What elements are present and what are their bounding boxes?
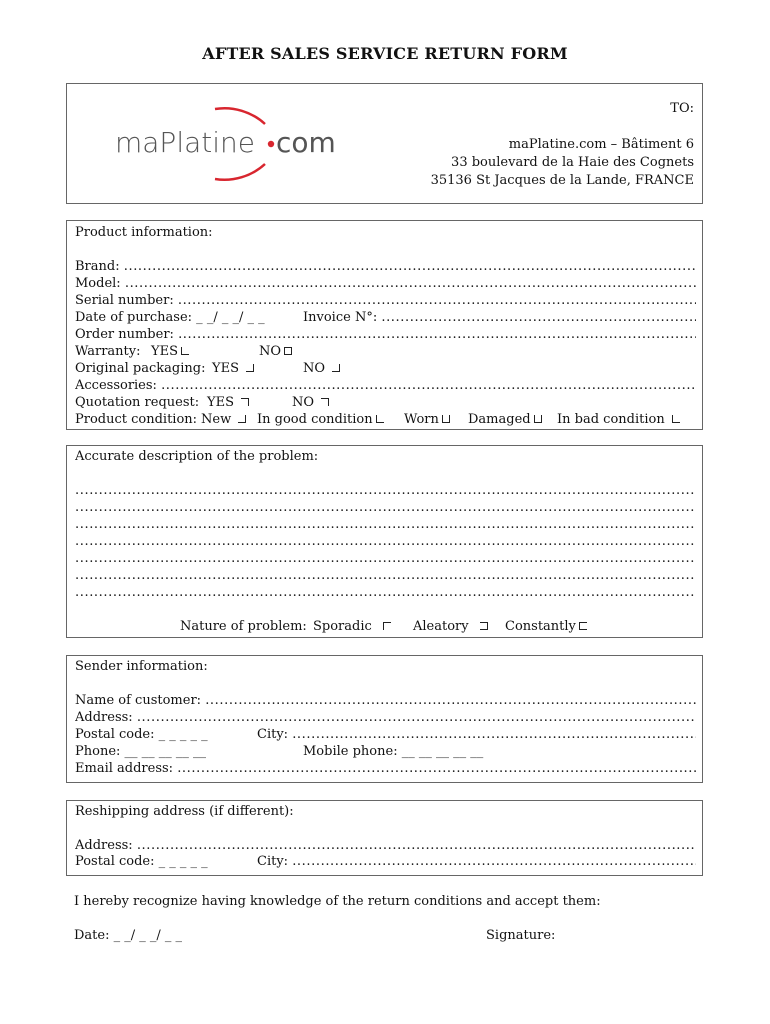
invoice-field[interactable] bbox=[303, 309, 696, 326]
problem-line-4[interactable] bbox=[75, 533, 696, 550]
condition-good-checkbox[interactable] bbox=[376, 415, 384, 423]
sender-heading: Sender information: bbox=[75, 659, 208, 674]
model-field[interactable] bbox=[75, 275, 696, 292]
packaging-label: Original packaging: bbox=[75, 361, 206, 376]
reship-address-field[interactable] bbox=[75, 837, 696, 854]
order-label: Order number: bbox=[75, 327, 174, 342]
problem-line-5[interactable] bbox=[75, 550, 696, 567]
acceptance-statement: I hereby recognize having knowledge of the return conditions and accept them: bbox=[74, 894, 601, 909]
condition-good-label: In good condition bbox=[257, 412, 373, 427]
order-field[interactable] bbox=[75, 326, 696, 343]
nature-sporadic[interactable] bbox=[313, 618, 391, 635]
logo-text: maPlatine bbox=[115, 126, 255, 159]
quotation-yes-label: YES bbox=[207, 395, 234, 410]
condition-bad[interactable] bbox=[557, 411, 680, 428]
reship-heading: Reshipping address (if different): bbox=[75, 804, 294, 819]
maplatine-logo bbox=[115, 104, 345, 184]
condition-bad-checkbox[interactable] bbox=[672, 415, 680, 423]
quotation-label: Quotation request: bbox=[75, 395, 200, 410]
problem-line-3[interactable] bbox=[75, 516, 696, 533]
product-info-box bbox=[66, 220, 703, 430]
reship-city-label: City: bbox=[257, 854, 289, 869]
condition-worn-label: Worn bbox=[404, 412, 439, 427]
reship-city-field[interactable] bbox=[257, 853, 696, 870]
problem-line-7[interactable] bbox=[75, 584, 696, 601]
nature-aleatory[interactable] bbox=[413, 618, 488, 635]
quotation-no[interactable] bbox=[292, 394, 329, 411]
condition-damaged[interactable] bbox=[468, 411, 542, 428]
email-field[interactable] bbox=[75, 760, 696, 777]
reship-box bbox=[66, 800, 703, 876]
condition-bad-label: In bad condition bbox=[557, 412, 665, 427]
brand-label: Brand: bbox=[75, 259, 120, 274]
warranty-yes-checkbox[interactable] bbox=[181, 347, 189, 355]
address-line-2: 33 boulevard de la Haie des Cognets bbox=[451, 155, 694, 170]
model-label: Model: bbox=[75, 276, 121, 291]
accessories-label: Accessories: bbox=[75, 378, 157, 393]
condition-worn[interactable] bbox=[404, 411, 450, 428]
address-line-3: 35136 St Jacques de la Lande, FRANCE bbox=[430, 173, 694, 188]
reship-address-label: Address: bbox=[75, 838, 133, 853]
warranty-no[interactable] bbox=[259, 343, 292, 360]
condition-good[interactable] bbox=[257, 411, 384, 428]
serial-field[interactable] bbox=[75, 292, 696, 309]
warranty-yes-label: YES bbox=[151, 344, 178, 359]
problem-heading: Accurate description of the problem: bbox=[75, 449, 319, 464]
quotation-no-checkbox[interactable] bbox=[321, 398, 329, 406]
invoice-label: Invoice N°: bbox=[303, 310, 378, 325]
packaging-yes[interactable] bbox=[212, 360, 254, 377]
condition-new-checkbox[interactable] bbox=[238, 415, 246, 423]
to-label: TO: bbox=[670, 101, 694, 116]
purchase-date-field[interactable]: Date of purchase: _ _/ _ _/ _ _ bbox=[75, 310, 265, 325]
warranty-no-checkbox[interactable] bbox=[284, 347, 292, 355]
email-label: Email address: bbox=[75, 761, 174, 776]
form-title: AFTER SALES SERVICE RETURN FORM bbox=[202, 44, 568, 63]
aleatory-label: Aleatory bbox=[413, 619, 469, 634]
constantly-label: Constantly bbox=[505, 619, 576, 634]
problem-box bbox=[66, 445, 703, 638]
condition-new[interactable] bbox=[201, 411, 246, 428]
packaging-yes-checkbox[interactable] bbox=[246, 364, 254, 372]
customer-name-field[interactable] bbox=[75, 692, 696, 709]
sender-city-label: City: bbox=[257, 727, 289, 742]
quotation-yes[interactable] bbox=[207, 394, 249, 411]
problem-line-6[interactable] bbox=[75, 567, 696, 584]
sporadic-checkbox[interactable] bbox=[383, 622, 391, 630]
sender-address-label: Address: bbox=[75, 710, 133, 725]
logo-dot-icon bbox=[268, 141, 274, 147]
serial-label: Serial number: bbox=[75, 293, 174, 308]
condition-worn-checkbox[interactable] bbox=[442, 415, 450, 423]
reship-postal-field[interactable]: Postal code: _ _ _ _ _ bbox=[75, 854, 208, 869]
accessories-field[interactable] bbox=[75, 377, 696, 394]
address-line-1: maPlatine.com – Bâtiment 6 bbox=[508, 137, 694, 152]
sender-address-field[interactable] bbox=[75, 709, 696, 726]
packaging-no[interactable] bbox=[303, 360, 340, 377]
brand-field[interactable] bbox=[75, 258, 696, 275]
logo-suffix: com bbox=[276, 126, 336, 159]
constantly-checkbox[interactable] bbox=[579, 622, 587, 630]
condition-damaged-checkbox[interactable] bbox=[534, 415, 542, 423]
header-box bbox=[66, 83, 703, 204]
quotation-yes-checkbox[interactable] bbox=[241, 398, 249, 406]
sender-box bbox=[66, 655, 703, 783]
condition-damaged-label: Damaged bbox=[468, 412, 531, 427]
phone-field[interactable]: Phone: __ __ __ __ __ bbox=[75, 744, 207, 759]
warranty-label: Warranty: bbox=[75, 344, 141, 359]
product-heading: Product information: bbox=[75, 225, 213, 240]
customer-name-label: Name of customer: bbox=[75, 693, 202, 708]
sender-city-field[interactable] bbox=[257, 726, 696, 743]
aleatory-checkbox[interactable] bbox=[480, 622, 488, 630]
problem-line-1[interactable] bbox=[75, 482, 696, 499]
condition-label: Product condition: bbox=[75, 412, 198, 427]
packaging-yes-label: YES bbox=[212, 361, 239, 376]
mobile-field[interactable]: Mobile phone: __ __ __ __ __ bbox=[303, 744, 484, 759]
nature-label: Nature of problem: bbox=[180, 619, 307, 634]
signature-field[interactable]: Signature: bbox=[486, 928, 556, 943]
packaging-no-label: NO bbox=[303, 361, 326, 376]
quotation-no-label: NO bbox=[292, 395, 315, 410]
warranty-yes[interactable] bbox=[151, 343, 189, 360]
date-field[interactable]: Date: _ _/ _ _/ _ _ bbox=[74, 928, 183, 943]
condition-new-label: New bbox=[201, 412, 232, 427]
packaging-no-checkbox[interactable] bbox=[332, 364, 340, 372]
sender-postal-field[interactable]: Postal code: _ _ _ _ _ bbox=[75, 727, 208, 742]
sporadic-label: Sporadic bbox=[313, 619, 372, 634]
problem-line-2[interactable] bbox=[75, 499, 696, 516]
nature-constantly[interactable] bbox=[505, 618, 587, 635]
warranty-no-label: NO bbox=[259, 344, 282, 359]
